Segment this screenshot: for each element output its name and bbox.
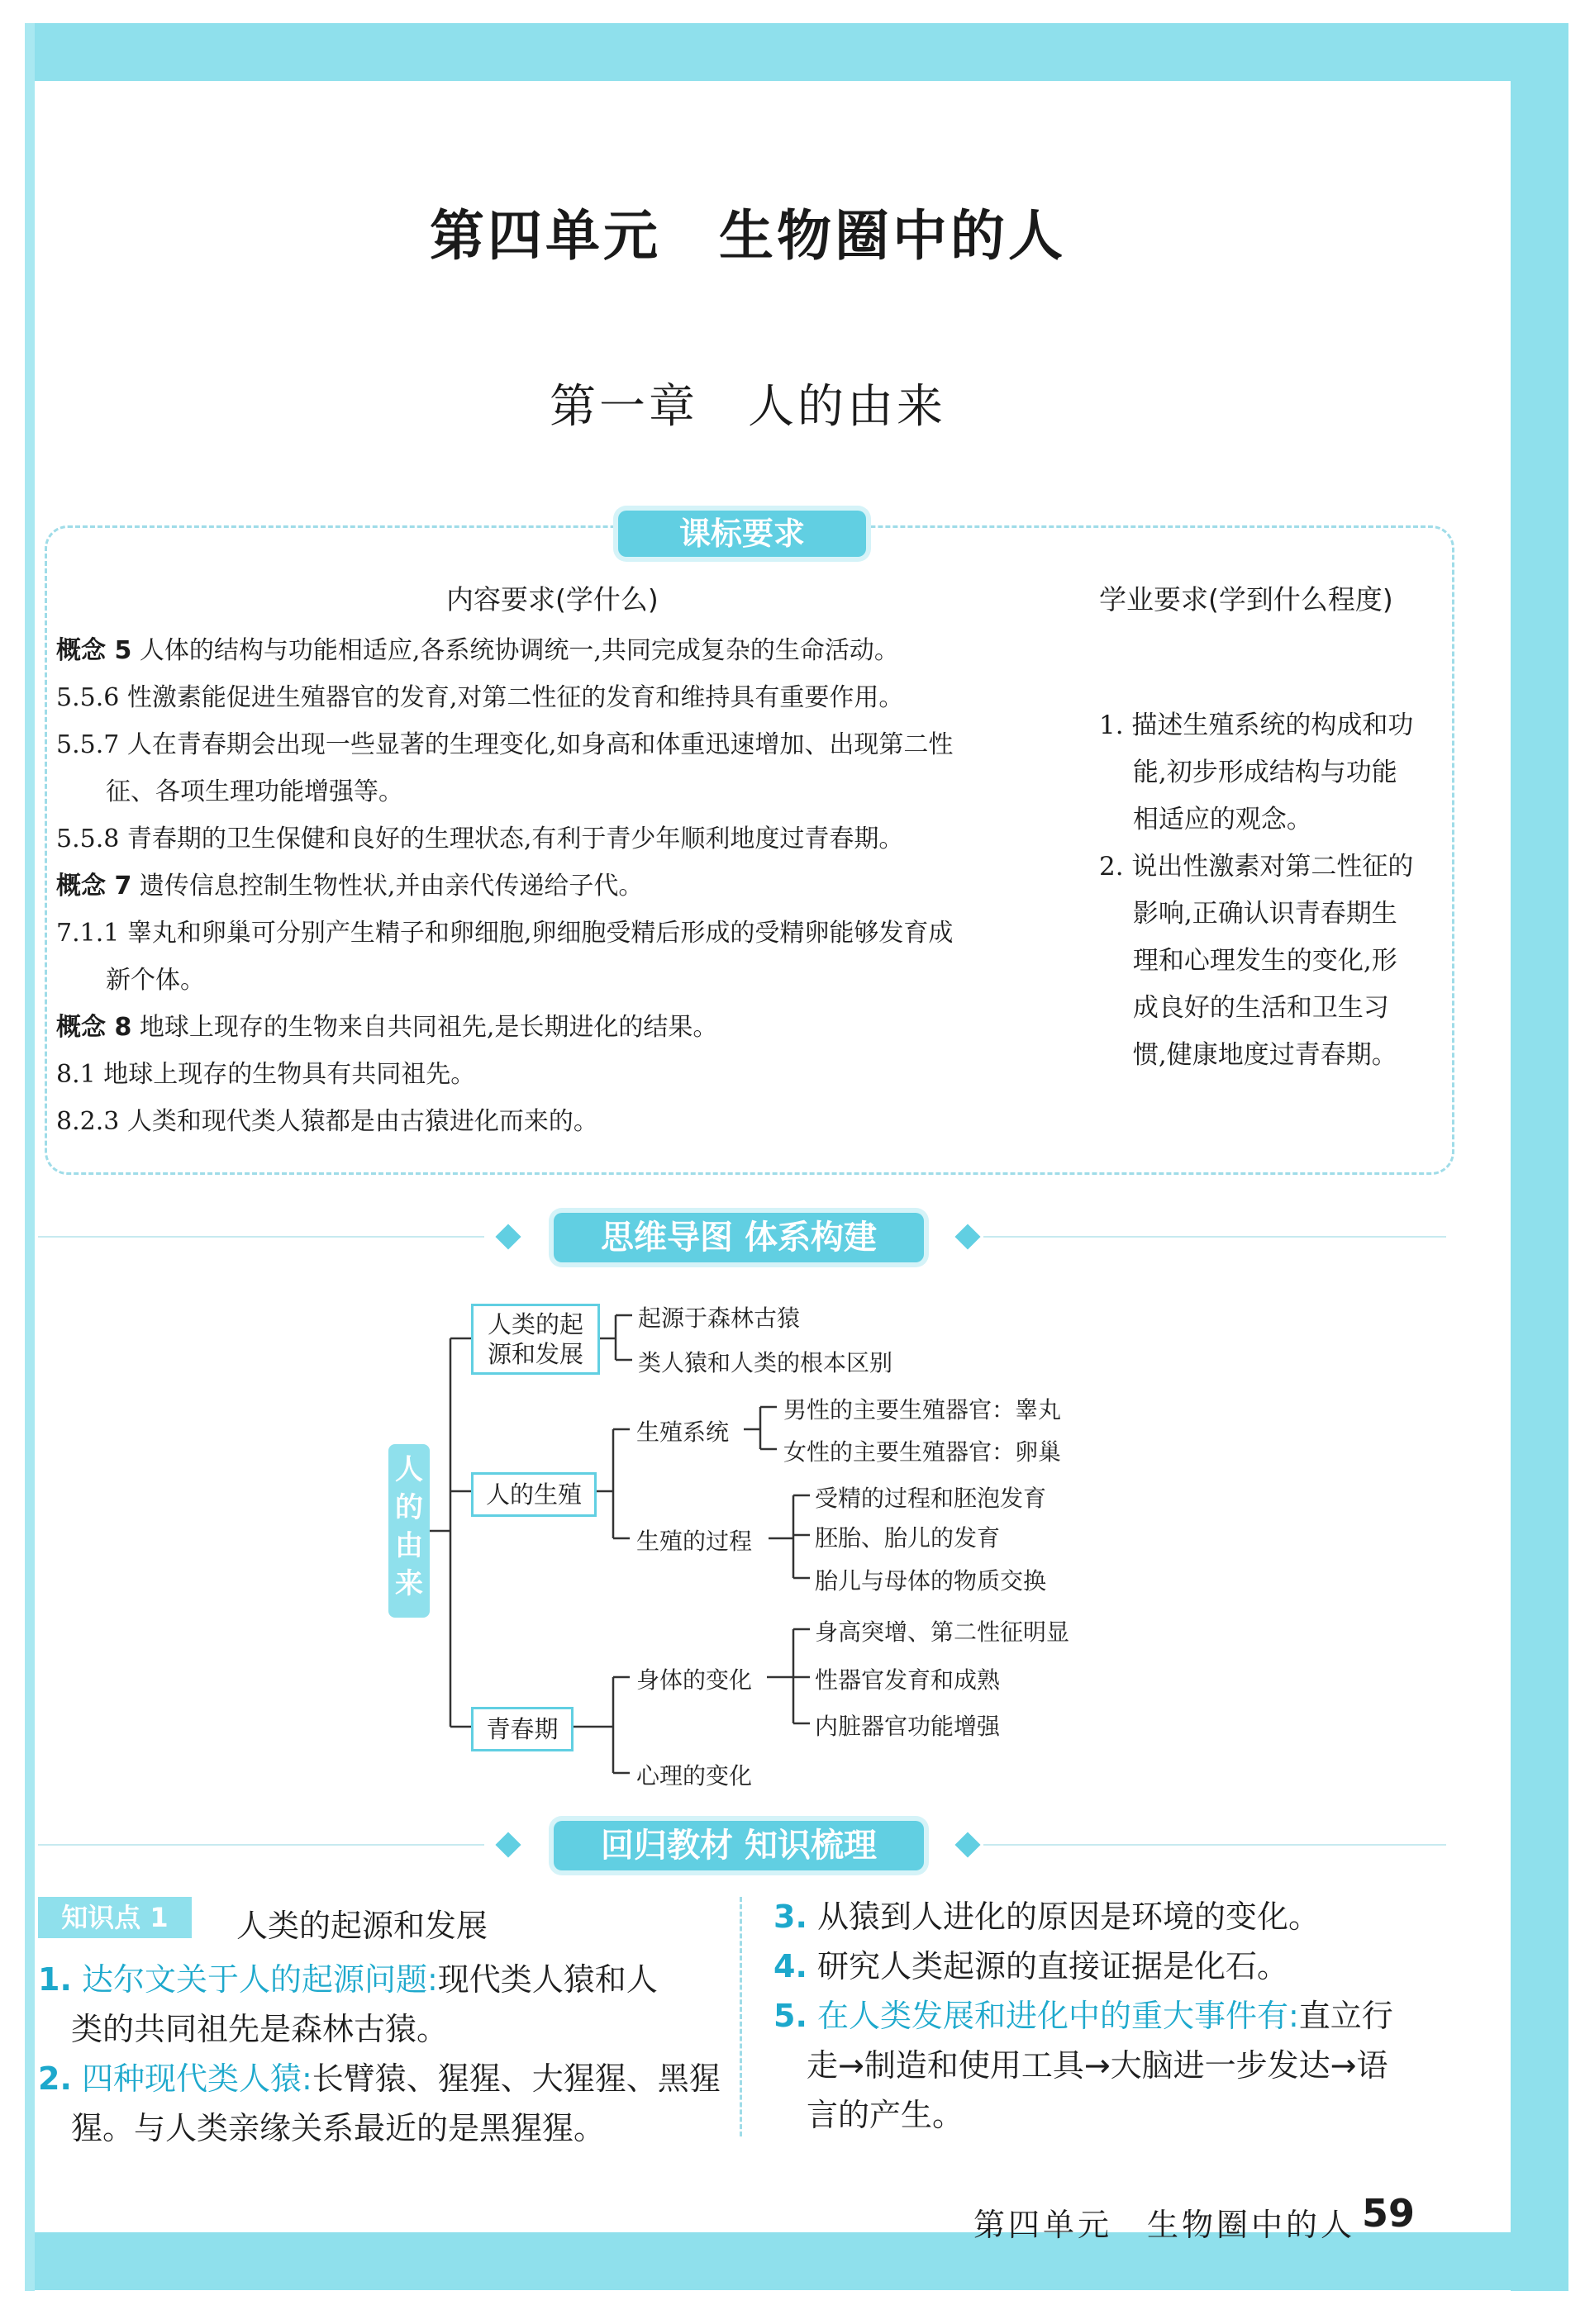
knowledge-banner: 回归教材 知识梳理 [554,1821,924,1870]
academic-requirement-line: 1. 描述生殖系统的构成和功 [1099,711,1414,740]
concept-label: 概念 5 [56,636,132,665]
item-text: 长臂猿、猩猩、大猩猩、黑猩 [312,2060,721,2097]
knowledge-item-continued: 猩。与人类亲缘关系最近的是黑猩猩。 [71,2110,606,2146]
requirement-text: 地球上现存的生物来自共同祖先,是长期进化的结果。 [131,1013,718,1042]
item-number: 2. [38,2060,72,2097]
item-number: 4. [773,1948,807,1984]
item-text: 从猿到人进化的原因是环境的变化。 [816,1899,1320,1935]
item-text: 研究人类起源的直接证据是化石。 [816,1948,1288,1984]
mindmap-node-origin [471,1304,600,1375]
requirement-text: 5.5.8 青春期的卫生保健和良好的生理状态,有利于青少年顺利地度过青春期。 [56,825,904,853]
knowledge-item [38,1955,658,2004]
mindmap-subnode: 心理的变化 [636,1762,753,1789]
knowledge-item-continued: 类的共同祖先是森林古猿。 [71,2011,449,2047]
knowledge-item-continued: 走→制造和使用工具→大脑进一步发达→语 [807,2047,1388,2084]
academic-requirements-heading: 学业要求(学到什么程度) [1099,583,1393,615]
requirement-text: 5.5.6 性激素能促进生殖器官的发育,对第二性征的发育和维持具有重要作用。 [56,683,904,712]
unit-title: 第四单元 生物圈中的人 [430,204,1066,268]
mindmap-leaf: 男性的主要生殖器官：睾丸 [783,1396,1062,1423]
knowledge-banner-rule-left [38,1844,484,1846]
concept-label: 概念 8 [56,1013,132,1042]
mindmap-node-label: 青春期 [486,1715,559,1743]
page-number: 59 [1362,2191,1416,2236]
knowledge-point-tag: 知识点 1 [38,1897,192,1938]
mindmap-node-label: 人类的起源和发展 [487,1310,583,1368]
mindmap-leaf: 胎儿与母体的物质交换 [815,1567,1047,1594]
requirement-text: 人体的结构与功能相适应,各系统协调统一,共同完成复杂的生命活动。 [131,636,899,665]
requirement-text: 8.2.3 人类和现代类人猿都是由古猿进化而来的。 [56,1107,598,1136]
mindmap-leaf: 性器官发育和成熟 [815,1666,1001,1694]
item-lead: 四种现代类人猿: [81,2060,312,2097]
knowledge-item-continued: 言的产生。 [807,2097,964,2133]
requirement-text: 遗传信息控制生物性状,并由亲代传递给子代。 [131,872,644,901]
mindmap-subnode: 身体的变化 [636,1666,753,1694]
mindmap-leaf: 胚胎、胎儿的发育 [815,1524,1001,1552]
mindmap-node-reproduction [471,1472,597,1517]
mindmap-leaf: 起源于森林古猿 [638,1305,801,1332]
mindmap-leaf: 身高突增、第二性征明显 [815,1618,1070,1646]
academic-requirement-line: 成良好的生活和卫生习 [1099,993,1389,1023]
item-number: 1. [38,1961,72,1998]
requirement-text: 8.1 地球上现存的生物具有共同祖先。 [56,1060,476,1089]
knowledge-item [38,2054,721,2103]
item-lead: 达尔文关于人的起源问题: [81,1961,438,1998]
item-text: 直立行 [1298,1998,1393,2034]
knowledge-item [773,1892,1320,1941]
mindmap-node-puberty [471,1707,574,1751]
academic-requirement-line: 2. 说出性激素对第二性征的 [1099,852,1414,882]
academic-requirement-line: 相适应的观念。 [1099,805,1312,834]
knowledge-point-title: 人类的起源和发展 [236,1908,488,1944]
knowledge-item [773,1941,1288,1991]
mindmap-leaf: 内脏器官功能增强 [815,1713,1001,1740]
requirement-text: 5.5.7 人在青春期会出现一些显著的生理变化,如身高和体重迅速增加、出现第二性 [56,730,954,759]
content-requirements-heading: 内容要求(学什么) [446,583,659,615]
mindmap-subnode: 生殖的过程 [636,1528,753,1555]
requirement-text: 征、各项生理功能增强等。 [56,777,403,806]
mindmap-leaf: 女性的主要生殖器官：卵巢 [783,1438,1062,1466]
requirement-text: 新个体。 [56,966,205,995]
item-number: 5. [773,1998,807,2034]
academic-requirement-line: 惯,健康地度过青春期。 [1099,1040,1397,1070]
knowledge-banner-rule-right [983,1844,1446,1846]
mindmap-leaf: 受精的过程和胚泡发育 [815,1485,1047,1512]
requirement-text: 7.1.1 睾丸和卵巢可分别产生精子和卵细胞,卵细胞受精后形成的受精卵能够发育成 [56,919,954,948]
academic-requirement-line: 影响,正确认识青春期生 [1099,899,1397,929]
knowledge-item [773,1991,1393,2041]
mindmap-node-label: 人的生殖 [485,1480,582,1509]
mindmap-banner: 思维导图 体系构建 [554,1213,924,1262]
academic-requirement-line: 理和心理发生的变化,形 [1099,946,1397,976]
academic-requirement-line: 能,初步形成结构与功能 [1099,758,1397,787]
mindmap-subnode: 生殖系统 [636,1419,730,1446]
chapter-title: 第一章 人的由来 [550,380,946,434]
mindmap-root: 人的由来 [388,1444,430,1618]
item-lead: 在人类发展和进化中的重大事件有: [816,1998,1299,2034]
item-text: 现代类人猿和人 [437,1961,658,1998]
concept-label: 概念 7 [56,872,132,901]
curriculum-banner: 课标要求 [618,511,866,557]
mindmap-leaf: 类人猿和人类的根本区别 [638,1349,893,1376]
column-divider [740,1897,742,2136]
item-number: 3. [773,1899,807,1935]
footer-unit-text: 第四单元 生物圈中的人 [973,2207,1356,2243]
